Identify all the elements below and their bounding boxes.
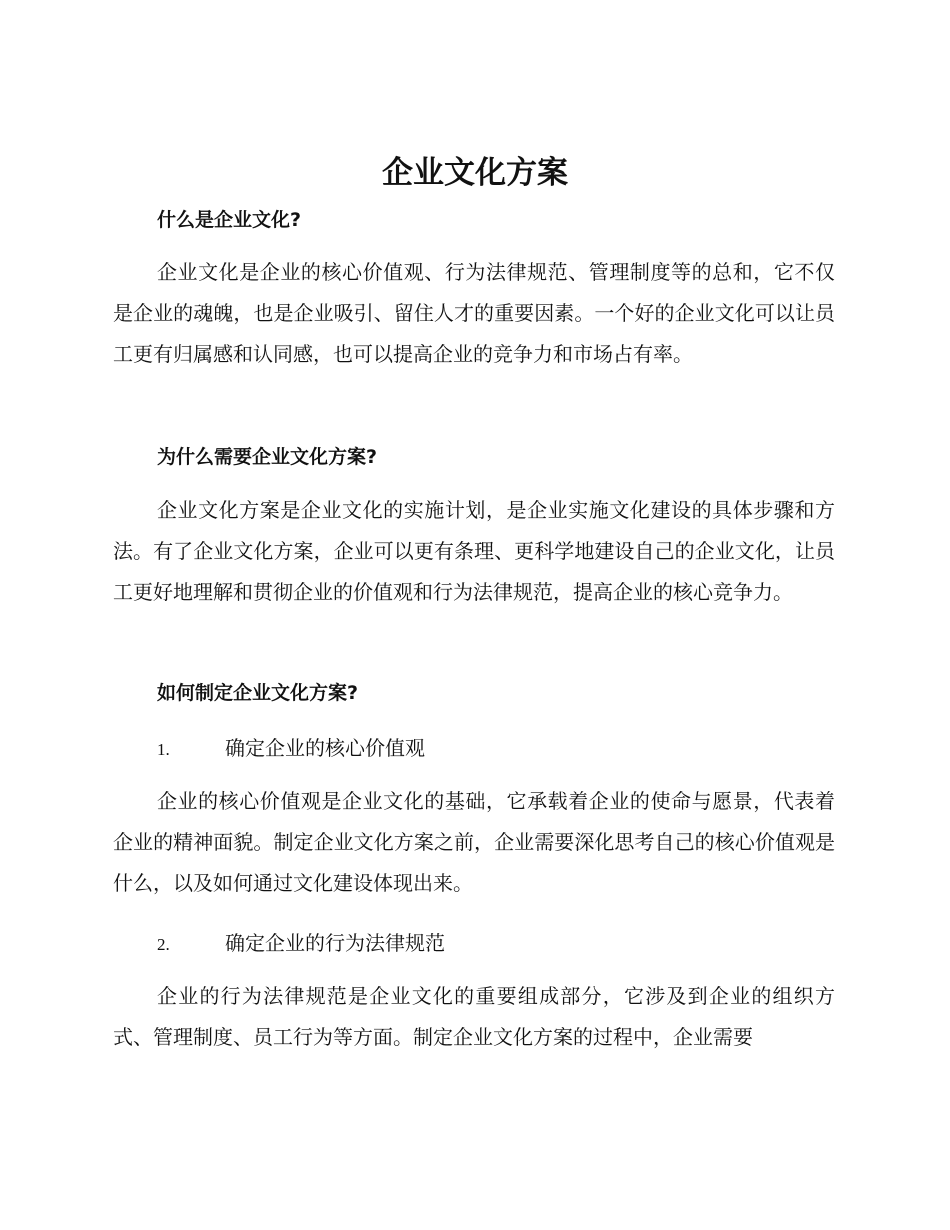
section-heading-why-needed: 为什么需要企业文化方案? — [157, 446, 378, 468]
list-item-1 — [157, 733, 425, 765]
list-item-1-paragraph: 企业的核心价值观是企业文化的基础，它承载着企业的使命与愿景，代表着企业的精神面貌。制定企业文化方案之前，企业需要深化思考自己的核心价值观是什么，以及如何通过文化建设体现出来。 — [113, 789, 835, 895]
list-item-2-paragraph: 企业的行为法律规范是企业文化的重要组成部分，它涉及到企业的组织方式、管理制度、员工行为等方面。制定企业文化方案的过程中，企业需要 — [113, 984, 835, 1049]
list-label: 确定企业的行为法律规范 — [225, 931, 445, 955]
section-paragraph-why-needed: 企业文化方案是企业文化的实施计划，是企业实施文化建设的具体步骤和方法。有了企业文化方案，企业可以更有条理、更科学地建设自己的企业文化，让员工更好地理解和贯彻企业的价值观和行为法律规范，提高企业的核心竞争力。 — [113, 498, 835, 604]
document-title: 企业文化方案 — [382, 155, 568, 191]
list-item-2 — [157, 928, 445, 960]
list-number: 2. — [157, 935, 170, 954]
section-heading-what-is: 什么是企业文化? — [157, 209, 302, 231]
section-heading-how-to: 如何制定企业文化方案? — [157, 682, 359, 704]
section-paragraph-what-is: 企业文化是企业的核心价值观、行为法律规范、管理制度等的总和，它不仅是企业的魂魄，也是企业吸引、留住人才的重要因素。一个好的企业文化可以让员工更有归属感和认同感，也可以提高企业的竞争力和市场占有率。 — [113, 260, 835, 366]
list-label: 确定企业的核心价值观 — [225, 736, 425, 760]
list-number: 1. — [157, 740, 170, 759]
